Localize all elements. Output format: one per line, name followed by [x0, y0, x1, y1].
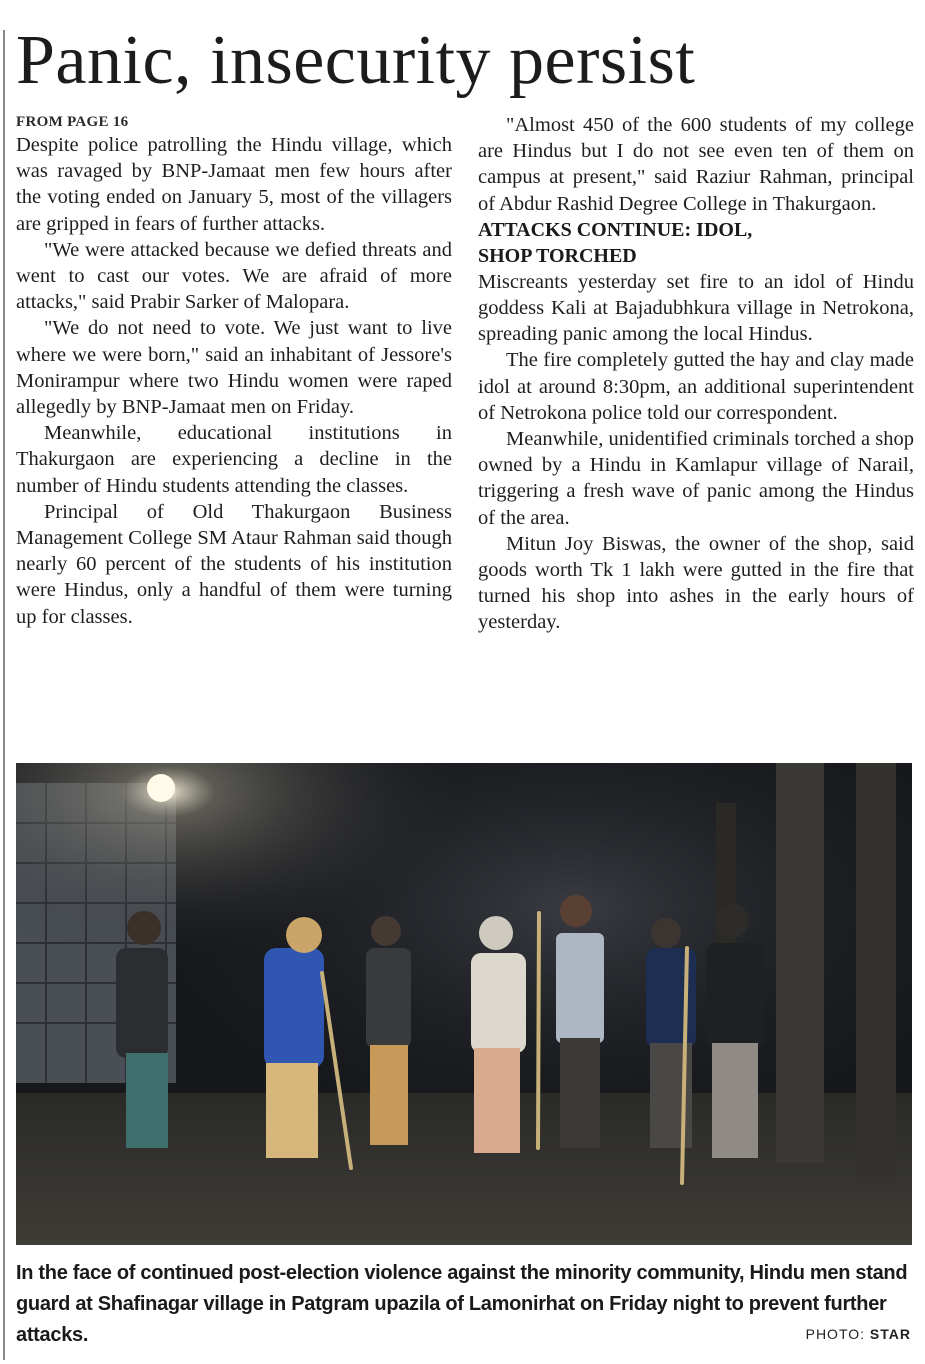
news-photo: [16, 763, 912, 1245]
kicker: FROM PAGE 16: [16, 114, 129, 130]
column-rule: [3, 30, 5, 1360]
paragraph: "We were attacked because we defied threats and went to cast our votes. We are afraid of more attacks," said Prabir Sarker of Malopara.: [16, 238, 452, 314]
article-column-right: [478, 112, 914, 636]
night-scene-illustration: [16, 763, 912, 1245]
paragraph: Principal of Old Thakurgaon Business Management College SM Ataur Rahman said though nearly 60 percent of the students of his institution were Hindus, only a handful of them were turning up for classes.: [16, 500, 452, 628]
photo-credit-source: STAR: [869, 1326, 911, 1342]
photo-credit-prefix: PHOTO:: [805, 1326, 870, 1342]
paragraph: Despite police patrolling the Hindu village, which was ravaged by BNP-Jamaat men few hours after the voting ended on January 5, most of the villagers are gripped in fears of further attacks.: [16, 134, 452, 235]
subheading-line: ATTACKS CONTINUE: IDOL,: [478, 218, 753, 241]
photo-caption: In the face of continued post-election violence against the minority community, Hindu men stand guard at Shafinagar village in Patgram upazila of Lamonirhat on Friday night to prevent further attacks.: [16, 1262, 908, 1346]
paragraph: Miscreants yesterday set fire to an idol of Hindu goddess Kali at Bajadubhkura village in Netrokona, spreading panic among the local Hindus.: [478, 270, 914, 346]
article-column-left: [16, 112, 452, 630]
headline: Panic, insecurity persist: [16, 22, 696, 99]
paragraph: Mitun Joy Biswas, the owner of the shop, said goods worth Tk 1 lakh were gutted in the fire that turned his shop into ashes in the early hours of yesterday.: [478, 532, 914, 634]
subheading-line: SHOP TORCHED: [478, 244, 637, 267]
paragraph: Meanwhile, unidentified criminals torched a shop owned by a Hindu in Kamlapur village of Narail, triggering a fresh wave of panic among the Hindus of the area.: [478, 428, 914, 529]
photo-credit: [806, 1326, 911, 1342]
subheading: [478, 217, 914, 269]
paragraph: Meanwhile, educational institutions in Thakurgaon are experiencing a decline in the number of Hindu students attending the classes.: [16, 422, 452, 497]
paragraph: The fire completely gutted the hay and clay made idol at around 8:30pm, an additional superintendent of Netrokona police told our correspondent.: [478, 349, 914, 424]
paragraph: "Almost 450 of the 600 students of my college are Hindus but I do not see even ten of them on campus at present," said Raziur Rahman, principal of Abdur Rashid Degree College in Thakurgaon.: [478, 114, 914, 215]
paragraph: "We do not need to vote. We just want to live where we were born," said an inhabitant of Jessore's Monirampur where two Hindu women were raped allegedly by BNP-Jamaat men on Friday.: [16, 317, 452, 419]
